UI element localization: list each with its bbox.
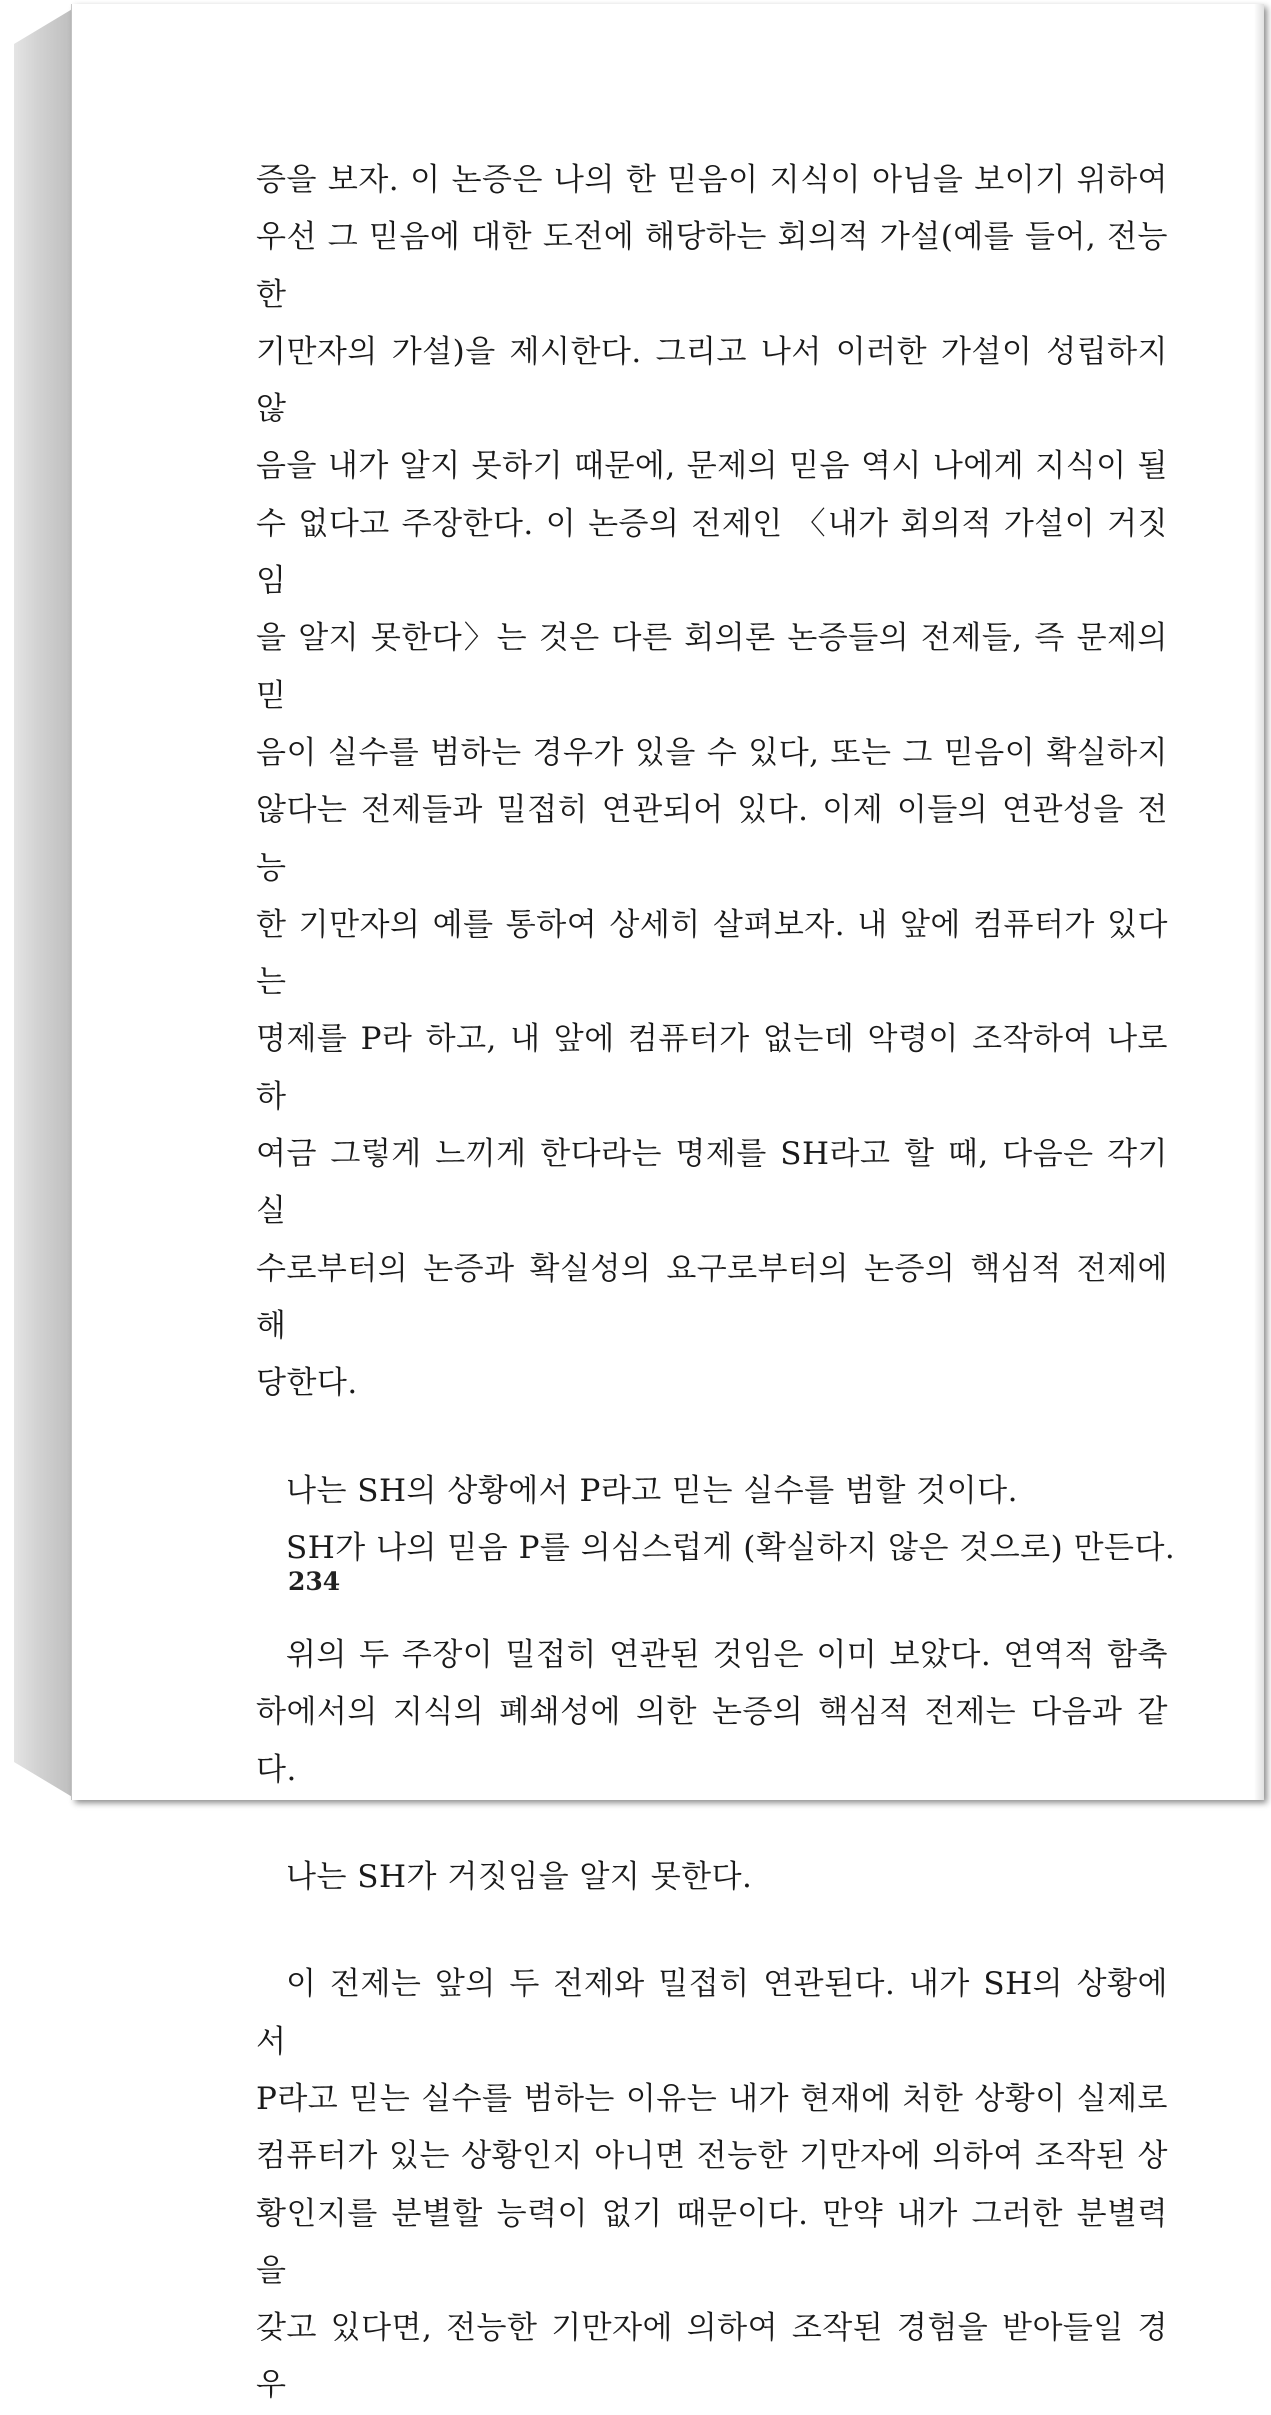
text-line: 이 전제는 앞의 두 전제와 밀접히 연관된다. 내가 SH의 상황에서	[256, 1966, 1168, 2060]
paragraph-3	[256, 1956, 1168, 2414]
book-page	[72, 4, 1264, 2404]
text-line: 증을 보자. 이 논증은 나의 한 믿음이 지식이 아님을 보이기 위하여	[256, 162, 1168, 198]
paragraph-2	[256, 1627, 1168, 1799]
text-line: 수 없다고 주장한다. 이 논증의 전제인 〈내가 회의적 가설이 거짓임	[256, 505, 1168, 600]
text-line: 갖고 있다면, 전능한 기만자에 의하여 조작된 경험을 받아들일 경우	[256, 2310, 1168, 2404]
text-line: 우선 그 믿음에 대한 도전에 해당하는 회의적 가설(예를 들어, 전능한	[256, 219, 1168, 313]
text-line: 컴퓨터가 있는 상황인지 아니면 전능한 기만자에 의하여 조작된 상	[256, 2138, 1168, 2175]
text-line: 않다는 전제들과 밀접히 연관되어 있다. 이제 이들의 연관성을 전능	[256, 792, 1168, 886]
premise-line: 나는 SH가 거짓임을 알지 못한다.	[286, 1859, 753, 1896]
premises-block-1	[256, 1463, 1176, 1578]
text-line: 한 기만자의 예를 통하여 상세히 살펴보자. 내 앞에 컴퓨터가 있다는	[256, 906, 1168, 1001]
text-line: P라고 믿는 실수를 범하는 이유는 내가 현재에 처한 상황이 실제로	[256, 2080, 1168, 2117]
page-number: 234	[288, 1567, 341, 1596]
text-line: 당한다.	[256, 1365, 358, 1402]
premise-line: SH가 나의 믿음 P를 의심스럽게 (확실하지 않은 것으로) 만든다.	[286, 1529, 1176, 1566]
body-text	[256, 152, 1176, 2415]
text-line: 황인지를 분별할 능력이 없기 때문이다. 만약 내가 그러한 분별력을	[256, 2195, 1168, 2289]
page-edge-shadow	[1254, 4, 1264, 1800]
book-spine	[14, 8, 74, 1798]
premise-line: 나는 SH의 상황에서 P라고 믿는 실수를 범할 것이다.	[286, 1472, 1018, 1509]
paragraph-1	[256, 152, 1168, 1413]
text-line: 기만자의 가설)을 제시한다. 그리고 나서 이러한 가설이 성립하지 않	[256, 333, 1168, 428]
text-line: 음이 실수를 범하는 경우가 있을 수 있다, 또는 그 믿음이 확실하지	[256, 734, 1168, 771]
text-line: 위의 두 주장이 밀접히 연관된 것임은 이미 보았다. 연역적 함축	[286, 1637, 1168, 1674]
text-line: 을 알지 못한다〉는 것은 다른 회의론 논증들의 전제들, 즉 문제의 믿	[256, 620, 1168, 714]
text-line: 수로부터의 논증과 확실성의 요구로부터의 논증의 핵심적 전제에 해	[256, 1250, 1168, 1344]
premises-block-2	[256, 1849, 1168, 1906]
text-line: 명제를 P라 하고, 내 앞에 컴퓨터가 없는데 악령이 조작하여 나로 하	[256, 1021, 1168, 1115]
text-line: 음을 내가 알지 못하기 때문에, 문제의 믿음 역시 나에게 지식이 될	[256, 448, 1168, 485]
text-line: 하에서의 지식의 폐쇄성에 의한 논증의 핵심적 전제는 다음과 같다.	[256, 1694, 1168, 1788]
text-line: 여금 그렇게 느끼게 한다라는 명제를 SH라고 할 때, 다음은 각기 실	[256, 1136, 1168, 1230]
